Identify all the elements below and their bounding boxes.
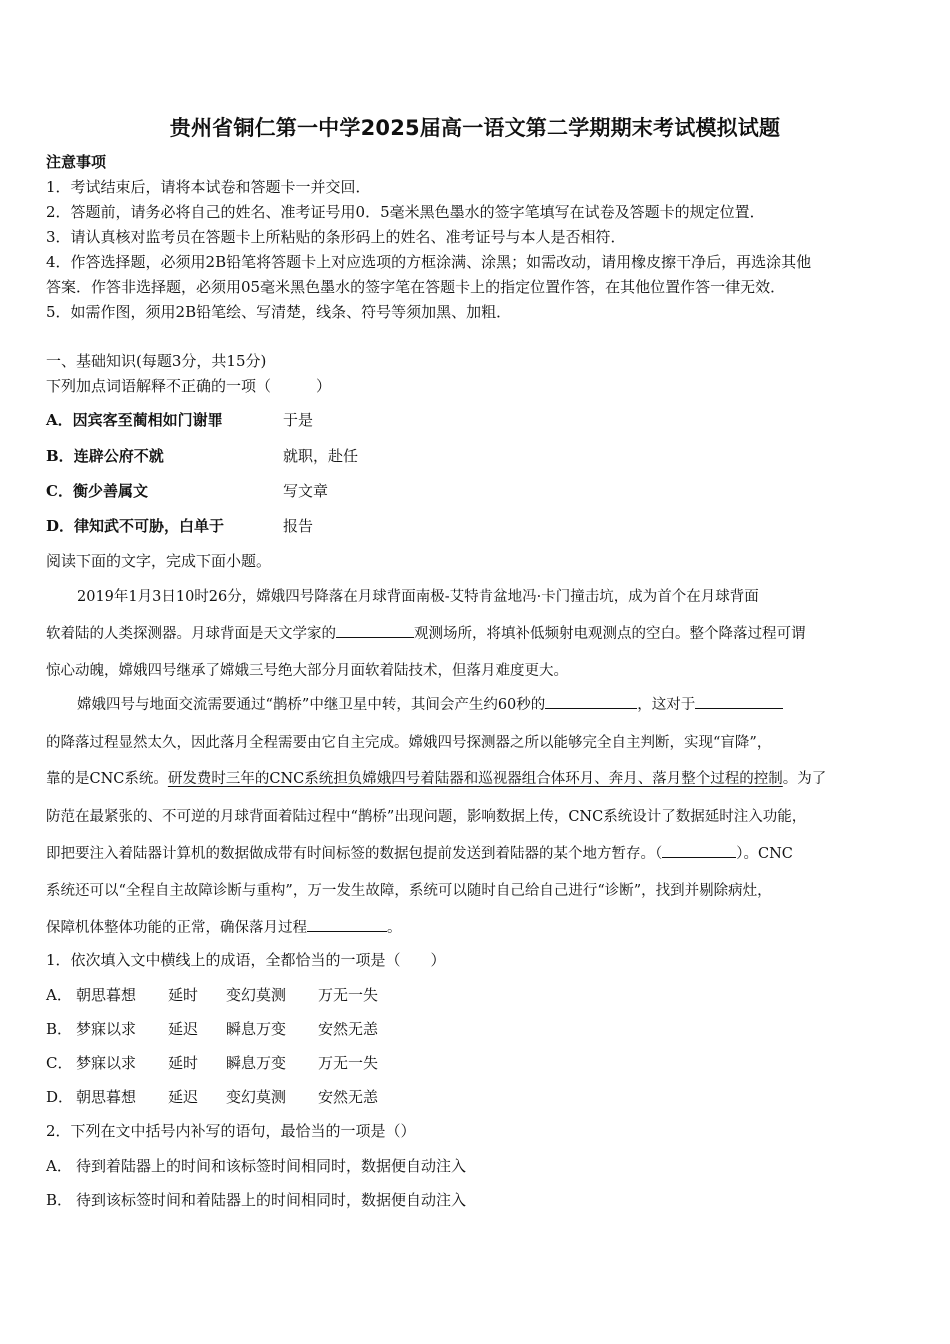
option-label: A． (46, 411, 73, 429)
option-word: 梦寐以求 (76, 1020, 137, 1038)
q1-option-c (46, 1053, 408, 1073)
passage-text: 。 (387, 920, 402, 936)
fill-blank-1 (336, 623, 414, 638)
option-word: 瞬息万变 (226, 1054, 287, 1072)
option-word: 延迟 (168, 1088, 199, 1106)
q1-option-d (46, 1087, 408, 1107)
question-1-stem: 1．依次填入文中横线上的成语，全都恰当的一项是（ ） (46, 951, 446, 969)
q1-option-a (46, 985, 408, 1005)
option-word: 朝思暮想 (76, 986, 137, 1004)
q2-option-a (46, 1156, 466, 1176)
option-meaning: 于是 (283, 411, 314, 429)
section-heading: 一、基础知识(每题3分，共15分) (46, 352, 267, 370)
passage-text: 嫦娥四号与地面交流需要通过“鹊桥”中继卫星中转，其间会产生约60秒的 (77, 697, 546, 713)
passage-line (77, 693, 943, 714)
question-stem: 下列加点词语解释不正确的一项（ ） (46, 377, 332, 395)
notice-item: 1．考试结束后，请将本试卷和答题卡一并交回． (46, 178, 371, 196)
notice-heading: 注意事项 (46, 153, 107, 171)
passage-text: ，这对于 (637, 697, 696, 713)
option-label: B． (46, 1020, 73, 1038)
notice-item: 2．答题前，请务必将自己的姓名、准考证号用0．5毫米黑色墨水的签字笔填写在试卷及答题卡的规定位置． (46, 203, 765, 221)
page-title: 贵州省铜仁第一中学2025届高一语文第二学期期末考试模拟试题 (169, 116, 781, 140)
option-text: 连辟公府不就 (73, 447, 164, 465)
option-word: 万无一失 (318, 986, 379, 1004)
fill-blank-bracket (662, 843, 736, 858)
option-text: 律知武不可胁，白单于 (74, 517, 225, 535)
q2-option-b (46, 1190, 466, 1210)
passage-line: 系统还可以“全程自主故障诊断与重构”，万一发生故障，系统可以随时自己给自己进行“诊断”，找到并剔除病灶， (46, 883, 772, 899)
option-meaning: 写文章 (283, 482, 329, 500)
option-label: D． (46, 1088, 74, 1106)
passage-line: 的降落过程显然太久，因此落月全程需要由它自主完成。嫦娥四号探测器之所以能够完全自主判断，实现“盲降”， (46, 735, 772, 751)
passage-line: 2019年1月3日10时26分，嫦娥四号降落在月球背面南极-艾特肯盆地冯·卡门撞击坑，成为首个在月球背面 (77, 589, 759, 605)
option-word: 变幻莫测 (226, 1088, 287, 1106)
option-word: 瞬息万变 (226, 1020, 287, 1038)
option-label: A． (46, 1157, 72, 1175)
option-text: 待到该标签时间和着陆器上的时间相同时，数据便自动注入 (76, 1191, 467, 1209)
passage-text: ）。CNC (736, 846, 793, 862)
q1-option-b (46, 1019, 408, 1039)
reading-intro: 阅读下面的文字，完成下面小题。 (46, 552, 272, 570)
option-word: 延时 (168, 986, 199, 1004)
option-word: 延时 (168, 1054, 199, 1072)
option-label: A． (46, 986, 72, 1004)
option-meaning: 就职，赴任 (283, 447, 359, 465)
option-word: 万无一失 (318, 1054, 379, 1072)
passage-line (46, 842, 912, 863)
passage-text: 保障机体整体功能的正常，确保落月过程 (46, 920, 307, 936)
option-word: 朝思暮想 (76, 1088, 137, 1106)
passage-text: 靠的是CNC系统。 (46, 771, 168, 787)
passage-text: 观测场所，将填补低频射电观测点的空白。整个降落过程可谓 (414, 626, 806, 642)
option-word: 梦寐以求 (76, 1054, 137, 1072)
passage-line (46, 916, 912, 937)
option-a (46, 410, 223, 430)
option-text: 衡少善属文 (72, 482, 148, 500)
passage-line: 惊心动魄，嫦娥四号继承了嫦娥三号绝大部分月面软着陆技术，但落月难度更大。 (46, 663, 568, 679)
option-word: 安然无恙 (318, 1020, 379, 1038)
option-label: C． (46, 1054, 73, 1072)
option-text: 因宾客至蔺相如门谢罪 (72, 411, 223, 429)
notice-item: 5．如需作图，须用2B铅笔绘、写清楚，线条、符号等须加黑、加粗． (46, 303, 512, 321)
option-text: 待到着陆器上的时间和该标签时间相同时，数据便自动注入 (76, 1157, 467, 1175)
notice-item: 4．作答选择题，必须用2B铅笔将答题卡上对应选项的方框涂满、涂黑；如需改动，请用橡皮擦干净后，再选涂其他 (46, 253, 812, 271)
option-label: B． (46, 1191, 73, 1209)
fill-blank-4 (307, 917, 387, 932)
notice-item: 答案．作答非选择题，必须用05毫米黑色墨水的签字笔在答题卡上的指定位置作答，在其他位置作答一律无效． (46, 278, 786, 296)
option-d (46, 516, 224, 536)
fill-blank-3 (695, 694, 783, 709)
option-word: 延迟 (168, 1020, 199, 1038)
passage-text: 。为了 (782, 771, 827, 787)
passage-line (46, 767, 912, 788)
passage-text: 软着陆的人类探测器。月球背面是天文学家的 (46, 626, 336, 642)
fill-blank-2 (545, 694, 637, 709)
passage-line: 防范在最紧张的、不可逆的月球背面着陆过程中“鹊桥”出现问题，影响数据上传，CNC系统设计了数据延时注入功能， (46, 809, 807, 825)
option-meaning: 报告 (283, 517, 314, 535)
underlined-sentence: 研发费时三年的CNC系统担负嫦娥四号着陆器和巡视器组合体环月、奔月、落月整个过程的控制 (167, 771, 783, 787)
option-label: D． (46, 517, 75, 535)
option-c (46, 481, 148, 501)
option-label: B． (46, 447, 74, 465)
notice-item: 3．请认真核对监考员在答题卡上所粘贴的条形码上的姓名、准考证号与本人是否相符． (46, 228, 626, 246)
option-word: 变幻莫测 (226, 986, 287, 1004)
passage-text: 即把要注入着陆器计算机的数据做成带有时间标签的数据包提前发送到着陆器的某个地方暂存。（ (46, 846, 663, 862)
option-b (46, 446, 164, 466)
option-label: C． (46, 482, 73, 500)
passage-line (46, 622, 912, 643)
option-word: 安然无恙 (318, 1088, 379, 1106)
question-2-stem: 2．下列在文中括号内补写的语句，最恰当的一项是（） (46, 1122, 416, 1140)
